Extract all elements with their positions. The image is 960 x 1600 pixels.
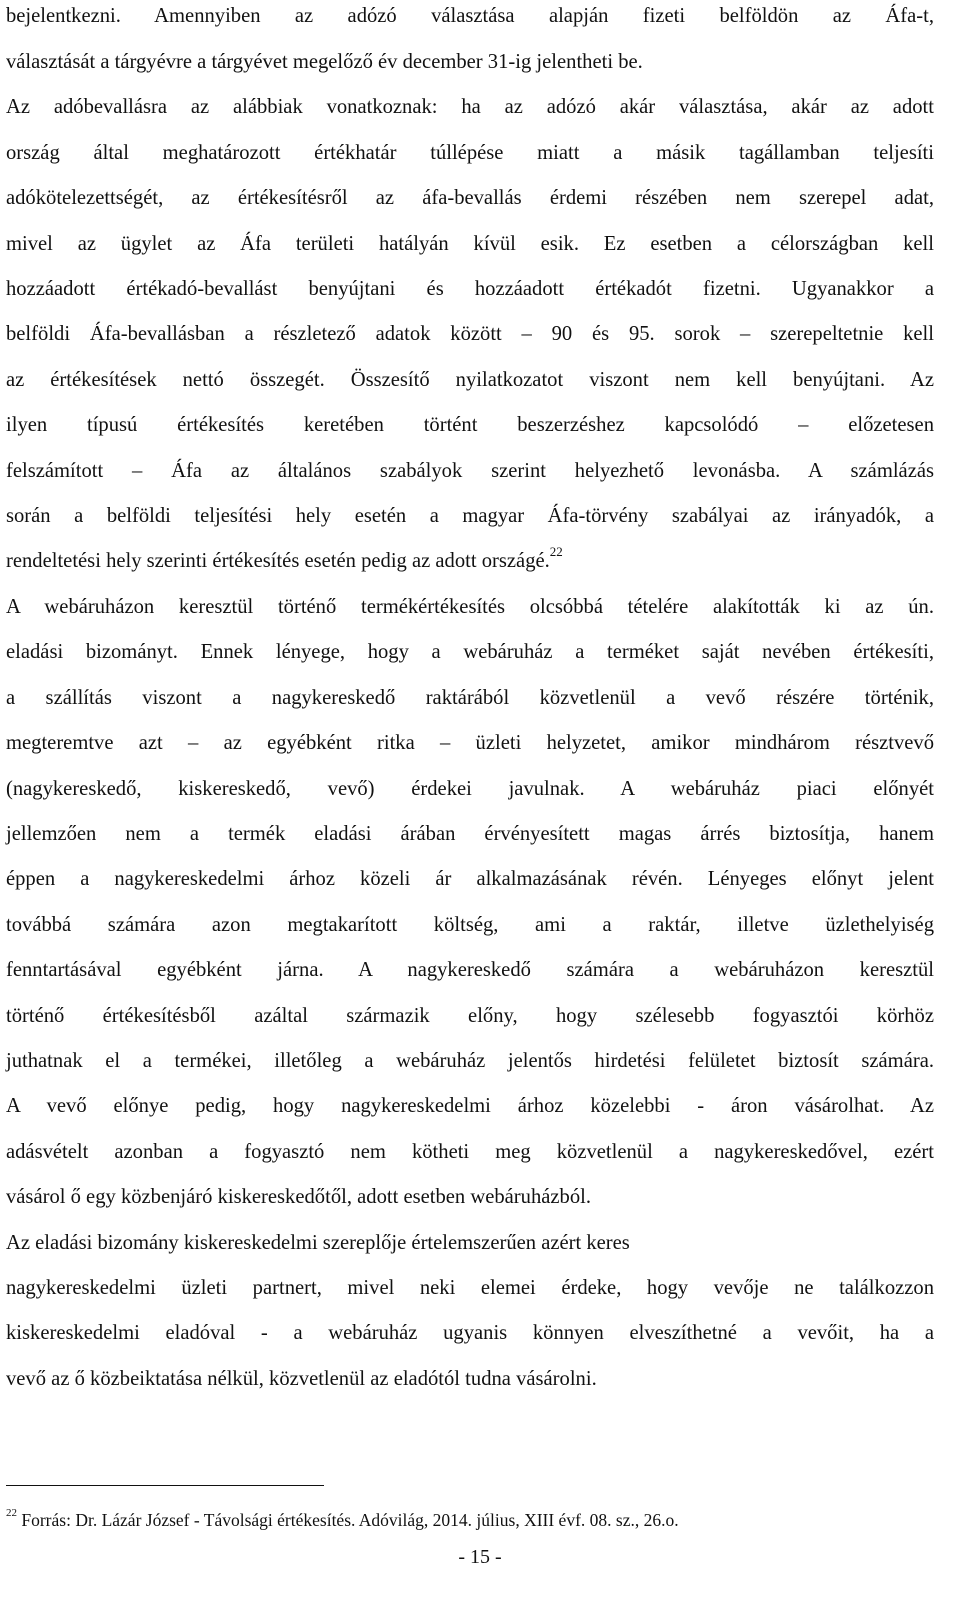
body-line: az értékesítések nettó összegét. Összesítő nyilatkozatot viszont nem kell benyújtani. Az [6, 369, 934, 391]
body-line: A vevő előnye pedig, hogy nagykereskedelmi árhoz közelebbi - áron vásárolhat. Az [6, 1095, 934, 1117]
footnote [6, 1509, 679, 1531]
body-line: éppen a nagykereskedelmi árhoz közeli ár alkalmazásának révén. Lényeges előnyt jelent [6, 868, 934, 890]
body-line: ország által meghatározott értékhatár túllépése miatt a másik tagállamban teljesíti [6, 142, 934, 164]
body-line: történő értékesítésből azáltal származik előny, hogy szélesebb fogyasztói körhöz [6, 1005, 934, 1027]
body-line: belföldi Áfa-bevallásban a részletező adatok között – 90 és 95. sorok – szerepeltetnie kell [6, 323, 934, 345]
body-line: eladási bizományt. Ennek lényege, hogy a webáruház a terméket saját nevében értékesíti, [6, 641, 934, 663]
body-line: során a belföldi teljesítési hely esetén a magyar Áfa-törvény szabályai az irányadók, a [6, 505, 934, 527]
footnote-text: Forrás: Dr. Lázár József - Távolsági értékesítés. Adóvilág, 2014. július, XIII évf. 08. sz., 26.o. [21, 1510, 679, 1530]
body-line: megteremtve azt – az egyébként ritka – üzleti helyzetet, amikor mindhárom résztvevő [6, 732, 934, 754]
body-line: nagykereskedelmi üzleti partnert, mivel neki elemei érdeke, hogy vevője ne találkozzon [6, 1277, 934, 1299]
body-line-text: rendeltetési hely szerinti értékesítés esetén pedig az adott országé. [6, 550, 550, 572]
body-line: mivel az ügylet az Áfa területi hatályán kívül esik. Ez esetben a célországban kell [6, 233, 934, 255]
body-line: a szállítás viszont a nagykereskedő raktárából közvetlenül a vevő részére történik, [6, 687, 934, 709]
footnote-number: 22 [6, 1507, 17, 1519]
body-line: bejelentkezni. Amennyiben az adózó választása alapján fizeti belföldön az Áfa-t, [6, 5, 934, 27]
body-line: vásárol ő egy közbenjáró kiskereskedőtől, adott esetben webáruházból. [6, 1186, 592, 1208]
body-line: adásvételt azonban a fogyasztó nem kötheti meg közvetlenül a nagykereskedővel, ezért [6, 1141, 934, 1163]
footnote-divider [6, 1485, 324, 1486]
body-line: továbbá számára azon megtakarított költség, ami a raktár, illetve üzlethelyiség [6, 914, 934, 936]
body-line: vevő az ő közbeiktatása nélkül, közvetlenül az eladótól tudna vásárolni. [6, 1368, 597, 1390]
body-line: adókötelezettségét, az értékesítésről az áfa-bevallás érdemi részében nem szerepel adat, [6, 187, 934, 209]
body-line: hozzáadott értékadó-bevallást benyújtani és hozzáadott értékadót fizetni. Ugyanakkor a [6, 278, 934, 300]
body-line [6, 544, 563, 573]
body-line: felszámított – Áfa az általános szabályok szerint helyezhető levonásba. A számlázás [6, 460, 934, 482]
body-line: kiskereskedelmi eladóval - a webáruház ugyanis könnyen elveszíthetné a vevőit, ha a [6, 1322, 934, 1344]
body-line: A webáruházon keresztül történő termékértékesítés olcsóbbá tételére alakították ki az ún. [6, 596, 934, 618]
body-line: juthatnak el a termékei, illetőleg a webáruház jelentős hirdetési felületet biztosít számára. [6, 1050, 934, 1072]
body-line: ilyen típusú értékesítés keretében történt beszerzéshez kapcsolódó – előzetesen [6, 414, 934, 436]
body-line: jellemzően nem a termék eladási árában érvényesített magas árrés biztosítja, hanem [6, 823, 934, 845]
body-line: Az adóbevallásra az alábbiak vonatkoznak: ha az adózó akár választása, akár az adott [6, 96, 934, 118]
body-line: választását a tárgyévre a tárgyévet megelőző év december 31-ig jelentheti be. [6, 51, 643, 73]
body-line: Az eladási bizomány kiskereskedelmi szereplője értelemszerűen azért keres [6, 1232, 630, 1254]
body-line: fenntartásával egyébként járna. A nagykereskedő számára a webáruházon keresztül [6, 959, 934, 981]
footnote-reference[interactable]: 22 [549, 544, 563, 559]
body-line: (nagykereskedő, kiskereskedő, vevő) érdekei javulnak. A webáruház piaci előnyét [6, 778, 934, 800]
page-number: - 15 - [458, 1546, 502, 1568]
